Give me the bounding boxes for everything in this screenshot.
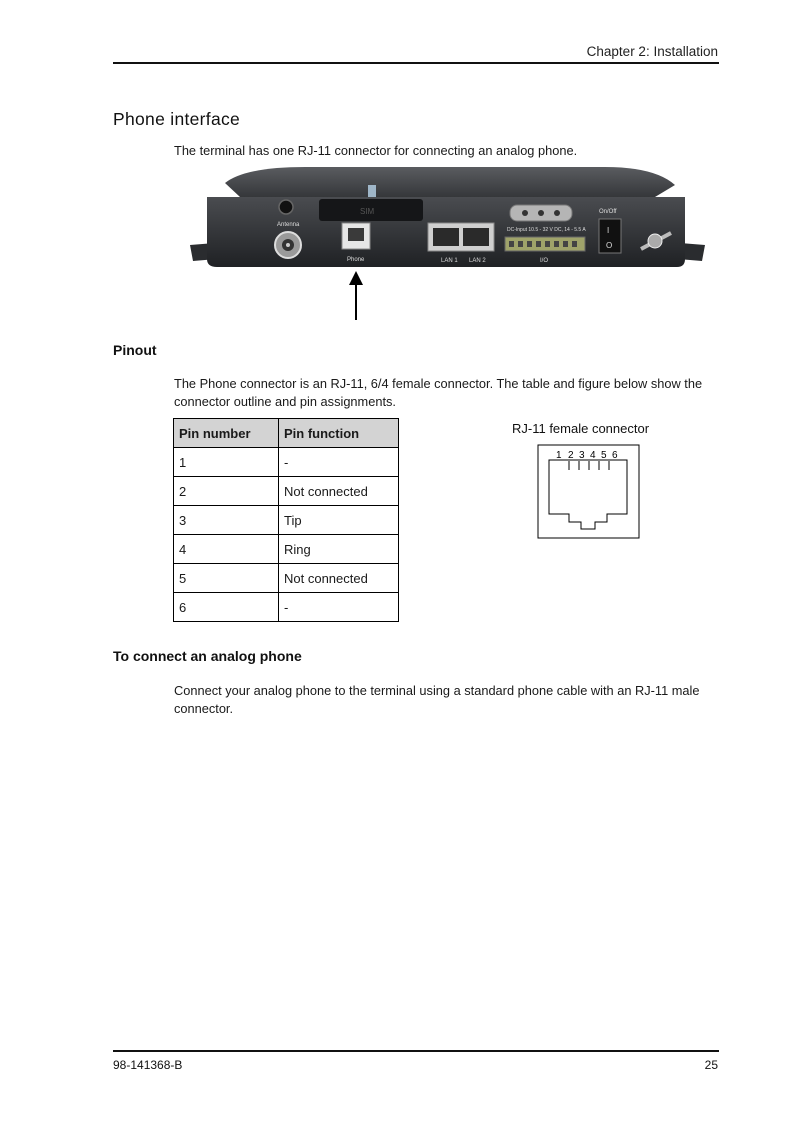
switch-off-label: O: [606, 241, 613, 250]
switch-on-label: I: [607, 226, 610, 235]
antenna-label: Antenna: [277, 222, 300, 228]
table-cell: 5: [174, 564, 279, 593]
table-row: [174, 535, 399, 564]
table-cell: 3: [174, 506, 279, 535]
table-row: [174, 564, 399, 593]
table-header-cell: Pin function: [279, 419, 399, 448]
table-cell: 2: [174, 477, 279, 506]
table-cell: 6: [174, 593, 279, 622]
table-cell: Not connected: [279, 564, 399, 593]
pinout-description: The Phone connector is an RJ-11, 6/4 female connector. The table and figure below show the connector outline and pin assignments.: [174, 376, 703, 409]
arrow-head-icon: [349, 271, 363, 285]
dc-input-label: DC-Input 10.5 - 32 V DC, 14 - 5.5 A: [507, 227, 586, 233]
pin-number-label: 3: [579, 450, 585, 461]
pin-number-label: 5: [601, 450, 607, 461]
connect-title: To connect an analog phone: [113, 648, 302, 664]
table-header-row: [174, 419, 399, 448]
chapter-header: Chapter 2: Installation: [586, 44, 718, 59]
table-cell: Ring: [279, 535, 399, 564]
svg-text:SIM: SIM: [360, 207, 375, 216]
table-cell: -: [279, 448, 399, 477]
pin-number-label: 6: [612, 450, 618, 461]
table-cell: Tip: [279, 506, 399, 535]
lan2-port-icon: [463, 228, 489, 246]
antenna-small-port-icon: [279, 200, 293, 214]
section-title: Phone interface: [113, 109, 241, 129]
lan1-port-icon: [433, 228, 459, 246]
connect-text: Connect your analog phone to the terminal using a standard phone cable with an RJ-11 male connector.: [174, 683, 700, 716]
terminal-rear-panel-image: [185, 163, 710, 323]
pin-number-label: 4: [590, 450, 596, 461]
table-cell: 1: [174, 448, 279, 477]
table-row: [174, 448, 399, 477]
table-row: [174, 593, 399, 622]
table-header-cell: Pin number: [174, 419, 279, 448]
lan2-label: LAN 2: [469, 258, 486, 264]
table-cell: Not connected: [279, 477, 399, 506]
pin-assignment-table: [173, 418, 399, 622]
table-cell: -: [279, 593, 399, 622]
pin-number-label: 1: [556, 450, 562, 461]
header-rule: [113, 62, 719, 64]
table-row: [174, 506, 399, 535]
phone-label: Phone: [347, 257, 365, 263]
footer-rule: [113, 1050, 719, 1052]
connector-diagram-title: RJ-11 female connector: [512, 421, 650, 436]
lan1-label: LAN 1: [441, 258, 458, 264]
table-row: [174, 477, 399, 506]
document-number: 98-141368-B: [113, 1058, 183, 1072]
io-label: I/O: [540, 258, 549, 264]
pin-number-label: 2: [568, 450, 574, 461]
page-number: 25: [704, 1058, 718, 1072]
section-intro: The terminal has one RJ-11 connector for connecting an analog phone.: [174, 143, 578, 158]
pinout-title: Pinout: [113, 342, 157, 358]
rj11-connector-diagram: [537, 444, 641, 540]
onoff-label: On/Off: [599, 209, 617, 215]
table-cell: 4: [174, 535, 279, 564]
